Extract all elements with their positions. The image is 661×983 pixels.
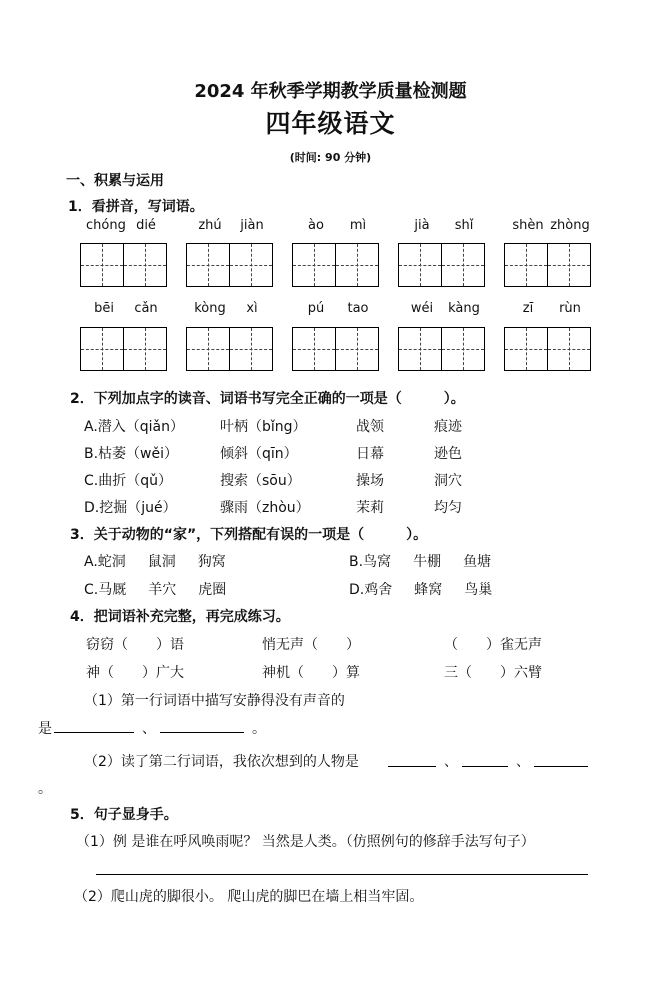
q3-option-b: B.鸟窝 牛棚 鱼塘 — [349, 554, 492, 570]
q2-option-label: A.潜入（qiǎn） — [84, 419, 185, 435]
answer-blank[interactable] — [462, 766, 508, 767]
q4-part2-sep: 、 — [516, 754, 530, 770]
q2-option-word: 逊色 — [434, 446, 462, 462]
guide-line — [505, 349, 547, 350]
q5-stem: 5．句子显身手。 — [70, 807, 178, 823]
grid-cell[interactable] — [186, 243, 230, 287]
guide-line — [81, 349, 123, 350]
answer-blank[interactable] — [160, 732, 244, 733]
q4-word: 悄无声（ ） — [262, 637, 360, 653]
q1-stem: 1．看拼音，写词语。 — [68, 199, 204, 215]
guide-line — [124, 349, 166, 350]
pinyin-syllable: mì — [349, 218, 367, 233]
answer-blank[interactable] — [54, 732, 134, 733]
guide-line — [230, 265, 272, 266]
grid-cell[interactable] — [292, 327, 336, 371]
exam-title: 2024 年秋季学期教学质量检测题 — [194, 81, 467, 102]
guide-line — [336, 349, 378, 350]
guide-line — [442, 265, 484, 266]
q2-option-word: 叶柄（bǐng） — [220, 419, 307, 435]
exam-subtitle: 四年级语文 — [265, 109, 396, 138]
q2-option-word: 倾斜（qīn） — [220, 446, 298, 462]
writing-grid[interactable] — [398, 327, 485, 371]
grid-cell[interactable] — [335, 243, 379, 287]
writing-grid[interactable] — [398, 243, 485, 287]
q4-part2: （2）读了第二行词语，我依次想到的人物是 — [84, 754, 359, 770]
guide-line — [399, 265, 441, 266]
grid-cell[interactable] — [292, 243, 336, 287]
q2-option-word: 痕迹 — [434, 419, 462, 435]
guide-line — [230, 349, 272, 350]
pinyin-syllable: zhòng — [550, 218, 590, 233]
grid-cell[interactable] — [441, 243, 485, 287]
pinyin-syllable: zī — [522, 301, 534, 316]
guide-line — [124, 265, 166, 266]
pinyin-syllable: xì — [246, 301, 258, 316]
q4-word: 三（ ）六臂 — [444, 665, 542, 681]
grid-cell[interactable] — [229, 327, 273, 371]
q4-word: 神（ ）广大 — [86, 665, 184, 681]
pinyin-syllable: chóng — [86, 218, 126, 233]
pinyin-syllable: wéi — [410, 301, 434, 316]
writing-grid[interactable] — [80, 327, 167, 371]
exam-time: (时间: 90 分钟) — [289, 151, 372, 164]
answer-line[interactable] — [96, 874, 588, 875]
q2-option-word: 洞穴 — [434, 473, 462, 489]
pinyin-syllable: shèn — [512, 218, 544, 233]
writing-grid[interactable] — [504, 243, 591, 287]
q2-option-label: D.挖掘（jué） — [84, 500, 177, 516]
q2-option-label: B.枯萎（wěi） — [84, 446, 179, 462]
q5-part1: （1）例 是谁在呼风唤雨呢？ 当然是人类。（仿照例句的修辞手法写句子） — [76, 834, 535, 850]
pinyin-syllable: zhú — [198, 218, 222, 233]
q4-part1-sep: 、 — [142, 721, 156, 737]
pinyin-syllable: dié — [136, 218, 156, 233]
guide-line — [399, 349, 441, 350]
q4-part1-lead: 是 — [38, 721, 52, 737]
guide-line — [505, 265, 547, 266]
guide-line — [81, 265, 123, 266]
q4-word: （ ）雀无声 — [444, 637, 542, 653]
writing-grid[interactable] — [292, 243, 379, 287]
q5-part2: （2）爬山虎的脚很小。 爬山虎的脚巴在墙上相当牢固。 — [74, 889, 424, 905]
q4-part1: （1）第一行词语中描写安静得没有声音的 — [84, 693, 345, 709]
writing-grid[interactable] — [504, 327, 591, 371]
guide-line — [548, 265, 590, 266]
section-heading: 一、积累与运用 — [66, 173, 164, 189]
q2-option-word: 日幕 — [356, 446, 384, 462]
pinyin-syllable: kòng — [194, 301, 226, 316]
grid-cell[interactable] — [441, 327, 485, 371]
pinyin-syllable: pú — [307, 301, 325, 316]
grid-cell[interactable] — [123, 243, 167, 287]
grid-cell[interactable] — [229, 243, 273, 287]
q3-stem: 3．关于动物的“家”，下列搭配有误的一项是（ ）。 — [70, 527, 428, 543]
pinyin-syllable: tao — [347, 301, 369, 316]
guide-line — [336, 265, 378, 266]
q2-option-word: 战领 — [356, 419, 384, 435]
q4-stem: 4．把词语补充完整，再完成练习。 — [70, 609, 290, 625]
pinyin-syllable: ào — [308, 218, 324, 233]
q4-part1-end: 。 — [252, 721, 266, 737]
q4-word: 窃窃（ ）语 — [86, 637, 184, 653]
grid-cell[interactable] — [398, 327, 442, 371]
q4-part2-sep: 、 — [444, 754, 458, 770]
q2-option-word: 茉莉 — [356, 500, 384, 516]
q2-option-word: 均匀 — [434, 500, 462, 516]
guide-line — [548, 349, 590, 350]
q2-option-word: 骤雨（zhòu） — [220, 500, 310, 516]
writing-grid[interactable] — [186, 243, 273, 287]
q2-stem: 2．下列加点字的读音、词语书写完全正确的一项是（ ）。 — [70, 391, 465, 407]
q4-word: 神机（ ）算 — [262, 665, 360, 681]
guide-line — [187, 265, 229, 266]
grid-cell[interactable] — [504, 327, 548, 371]
grid-cell[interactable] — [398, 243, 442, 287]
q2-option-word: 操场 — [356, 473, 384, 489]
writing-grid[interactable] — [80, 243, 167, 287]
pinyin-syllable: kàng — [448, 301, 480, 316]
writing-grid[interactable] — [292, 327, 379, 371]
q3-option-d: D.鸡舍 蜂窝 鸟巢 — [349, 582, 493, 598]
answer-blank[interactable] — [388, 766, 436, 767]
writing-grid[interactable] — [186, 327, 273, 371]
guide-line — [187, 349, 229, 350]
q3-option-a: A.蛇洞 鼠洞 狗窝 — [84, 554, 226, 570]
grid-cell[interactable] — [547, 243, 591, 287]
grid-cell[interactable] — [123, 327, 167, 371]
pinyin-syllable: jià — [414, 218, 430, 233]
grid-cell[interactable] — [547, 327, 591, 371]
q4-part2-end: 。 — [38, 781, 52, 797]
guide-line — [293, 349, 335, 350]
grid-cell[interactable] — [504, 243, 548, 287]
q2-option-word: 搜索（sōu） — [220, 473, 301, 489]
answer-blank[interactable] — [534, 766, 588, 767]
pinyin-syllable: rùn — [559, 301, 581, 316]
grid-cell[interactable] — [335, 327, 379, 371]
q3-option-c: C.马厩 羊穴 虎圈 — [84, 582, 227, 598]
pinyin-syllable: jiàn — [240, 218, 264, 233]
q2-option-label: C.曲折（qǔ） — [84, 473, 172, 489]
grid-cell[interactable] — [186, 327, 230, 371]
guide-line — [293, 265, 335, 266]
guide-line — [442, 349, 484, 350]
pinyin-syllable: cǎn — [134, 301, 158, 316]
pinyin-syllable: shǐ — [454, 218, 474, 233]
grid-cell[interactable] — [80, 327, 124, 371]
grid-cell[interactable] — [80, 243, 124, 287]
pinyin-syllable: bēi — [94, 301, 114, 316]
